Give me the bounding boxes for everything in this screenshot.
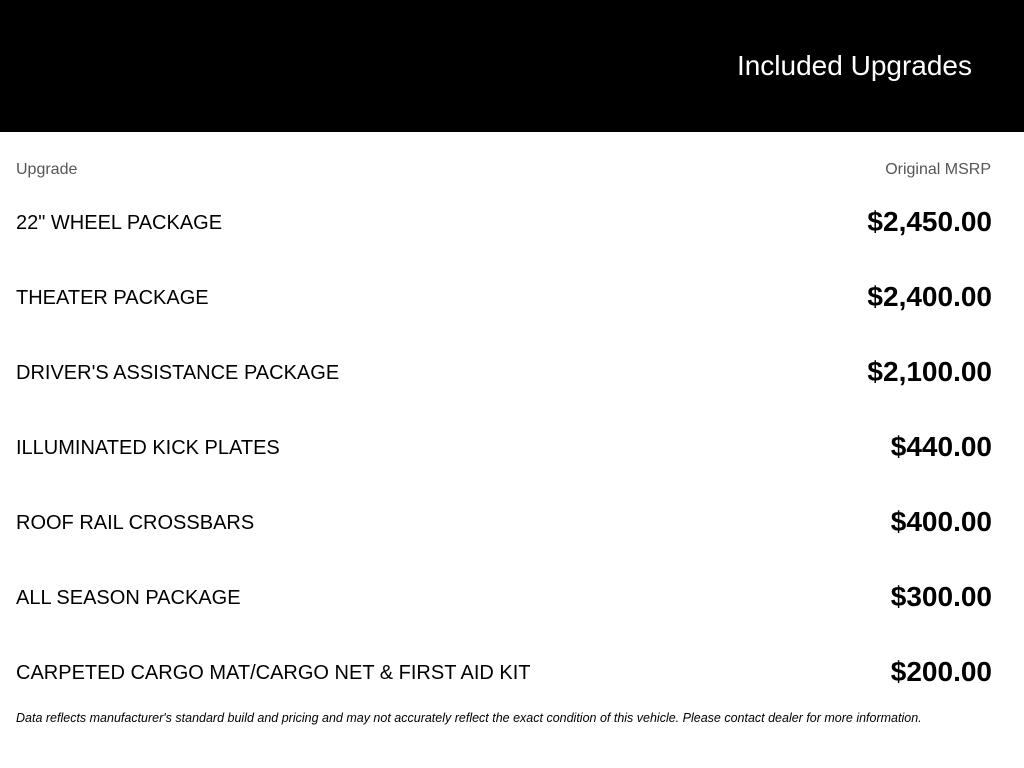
column-header-upgrade: Upgrade — [16, 161, 78, 178]
list-item — [16, 425, 992, 500]
upgrade-price: $2,450.00 — [867, 206, 992, 237]
upgrade-price: $2,400.00 — [867, 281, 992, 312]
upgrade-name: CARPETED CARGO MAT/CARGO NET & FIRST AID KIT — [16, 662, 531, 684]
column-headers — [16, 160, 991, 180]
upgrade-name: ALL SEASON PACKAGE — [16, 587, 241, 609]
header-banner — [0, 0, 1024, 132]
upgrade-price: $300.00 — [890, 581, 992, 612]
list-item — [16, 275, 992, 350]
list-item — [16, 575, 992, 650]
upgrades-list — [16, 200, 992, 725]
list-item — [16, 350, 992, 425]
upgrade-price: $200.00 — [890, 656, 992, 687]
list-item — [16, 200, 992, 275]
upgrade-price: $400.00 — [890, 506, 992, 537]
upgrade-name: DRIVER'S ASSISTANCE PACKAGE — [16, 362, 340, 384]
upgrade-name: THEATER PACKAGE — [16, 287, 209, 309]
upgrade-name: ROOF RAIL CROSSBARS — [16, 512, 255, 534]
column-header-msrp: Original MSRP — [885, 161, 991, 178]
page-title: Included Upgrades — [736, 50, 972, 81]
upgrade-price: $440.00 — [890, 431, 992, 462]
disclaimer-text: Data reflects manufacturer's standard build and pricing and may not accurately reflect the exact condition of this vehicle. Please contact dealer for more information. — [16, 711, 922, 725]
list-item — [16, 500, 992, 575]
upgrade-price: $2,100.00 — [867, 356, 992, 387]
upgrade-name: 22" WHEEL PACKAGE — [16, 212, 223, 234]
upgrade-name: ILLUMINATED KICK PLATES — [16, 437, 280, 459]
